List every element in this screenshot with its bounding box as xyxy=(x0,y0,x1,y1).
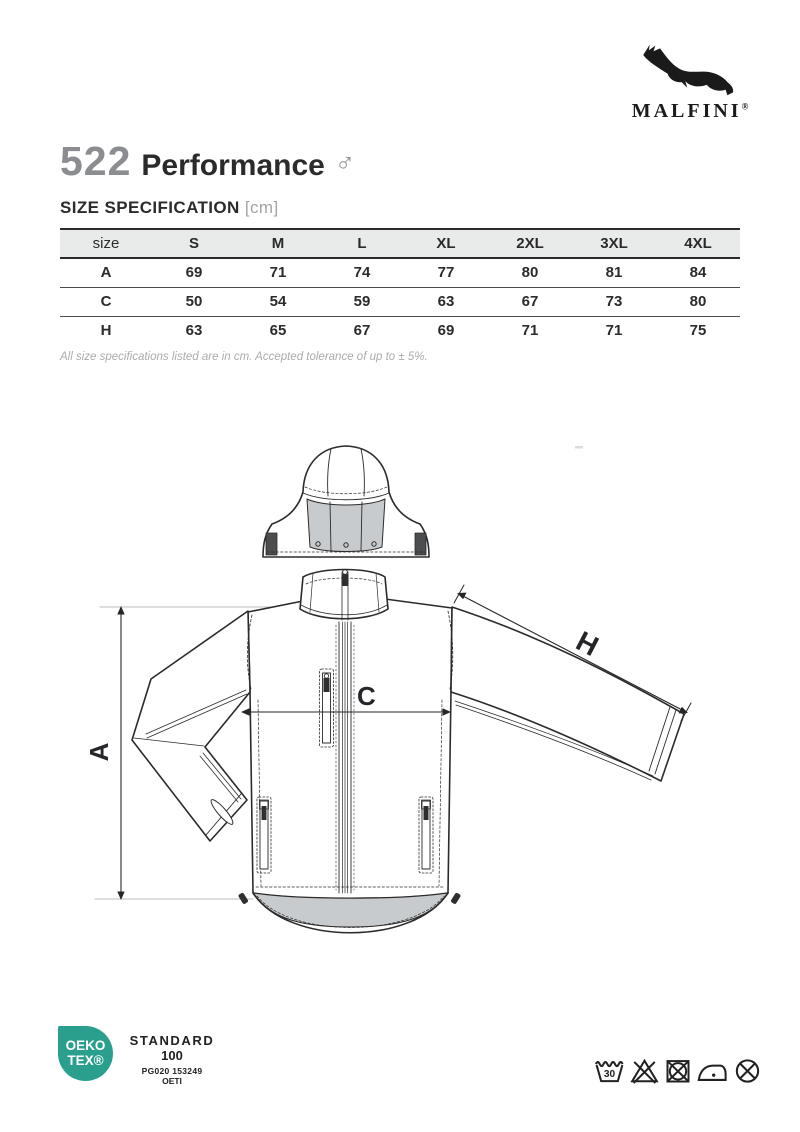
standard-label: STANDARD xyxy=(129,1033,215,1048)
oeko-text: OEKO xyxy=(65,1037,106,1053)
col-header-s: S xyxy=(152,229,236,258)
zipper-slider xyxy=(342,574,349,586)
certificate-code: PG020 153249 xyxy=(141,1066,203,1076)
iron-one-dot-icon xyxy=(697,1056,728,1086)
cell-h-2xl: 71 xyxy=(521,322,539,340)
certifying-institute: OETI xyxy=(162,1076,182,1086)
product-name: Performance xyxy=(141,149,325,182)
product-title xyxy=(60,138,355,185)
standard-number: 100 xyxy=(161,1048,183,1063)
cell-c-3xl: 73 xyxy=(572,287,656,316)
cell-c-xl: 63 xyxy=(404,287,488,316)
eagle-icon xyxy=(631,40,749,98)
do-not-tumble-dry-icon xyxy=(664,1056,692,1086)
cell-h-4xl: 75 xyxy=(689,322,707,340)
size-table-header-row xyxy=(60,229,740,258)
product-code: 522 xyxy=(60,138,132,184)
do-not-bleach-icon xyxy=(630,1056,659,1086)
cell-c-s: 50 xyxy=(152,287,236,316)
wash-30-icon xyxy=(594,1056,625,1086)
cell-h-m: 65 xyxy=(269,322,287,340)
cell-a-l: 74 xyxy=(320,258,404,287)
jacket-body xyxy=(132,599,684,898)
male-symbol-icon: ♂ xyxy=(334,148,356,178)
detachable-hood xyxy=(263,446,429,557)
do-not-dry-clean-icon xyxy=(733,1056,762,1086)
dimension-label-a: A xyxy=(84,742,114,762)
row-label-h: H xyxy=(100,322,112,340)
cell-c-m: 54 xyxy=(236,287,320,316)
hem xyxy=(238,892,461,933)
wash-temp-label: 30 xyxy=(603,1069,616,1081)
col-header-3xl: 3XL xyxy=(572,229,656,258)
oekotex-certification xyxy=(58,1026,218,1086)
section-title: SIZE SPECIFICATION xyxy=(60,198,240,217)
brand-name: MALFINI xyxy=(631,100,742,122)
cell-a-s: 69 xyxy=(152,258,236,287)
col-header-4xl: 4XL xyxy=(656,229,740,258)
brand-wordmark xyxy=(615,100,765,123)
row-label-c: C xyxy=(60,287,152,316)
col-header-size: size xyxy=(60,229,152,258)
cell-a-4xl: 84 xyxy=(656,258,740,287)
hem-inner-gray xyxy=(253,893,448,927)
cell-h-s: 63 xyxy=(185,322,203,340)
col-header-2xl: 2XL xyxy=(488,229,572,258)
cell-a-2xl: 80 xyxy=(488,258,572,287)
dimension-a xyxy=(84,606,125,900)
table-row-c xyxy=(60,287,740,316)
pocket-zipper-pull xyxy=(324,678,330,692)
row-label-a: A xyxy=(60,258,152,287)
section-heading xyxy=(60,198,279,218)
cell-a-m: 71 xyxy=(236,258,320,287)
right-sleeve xyxy=(451,607,684,781)
cell-h-3xl: 71 xyxy=(605,322,623,340)
print-artifact xyxy=(575,446,583,449)
col-header-xl: XL xyxy=(404,229,488,258)
cell-c-2xl: 67 xyxy=(488,287,572,316)
cell-a-xl: 77 xyxy=(404,258,488,287)
tex-text: TEX® xyxy=(67,1052,104,1068)
section-unit: [cm] xyxy=(244,198,279,217)
col-header-l: L xyxy=(320,229,404,258)
dimension-label-h: H xyxy=(571,625,604,662)
cell-c-4xl: 80 xyxy=(656,287,740,316)
brand-logo xyxy=(615,40,765,123)
oekotex-logo xyxy=(58,1026,113,1081)
table-row-a xyxy=(60,258,740,287)
size-table xyxy=(60,228,740,345)
cell-a-3xl: 81 xyxy=(572,258,656,287)
jacket-technical-drawing xyxy=(80,433,725,960)
table-row-h xyxy=(60,316,740,345)
col-header-m: M xyxy=(236,229,320,258)
care-symbols xyxy=(594,1056,762,1086)
cell-c-l: 59 xyxy=(320,287,404,316)
dimension-label-c: C xyxy=(357,681,376,711)
cell-h-l: 67 xyxy=(353,322,371,340)
left-sleeve xyxy=(132,611,250,841)
registered-mark: ® xyxy=(741,101,749,112)
tolerance-note: All size specifications listed are in cm. Accepted tolerance of up to ± 5%. xyxy=(60,351,428,363)
cell-h-xl: 69 xyxy=(437,322,455,340)
hood-inner-panel xyxy=(307,499,385,552)
